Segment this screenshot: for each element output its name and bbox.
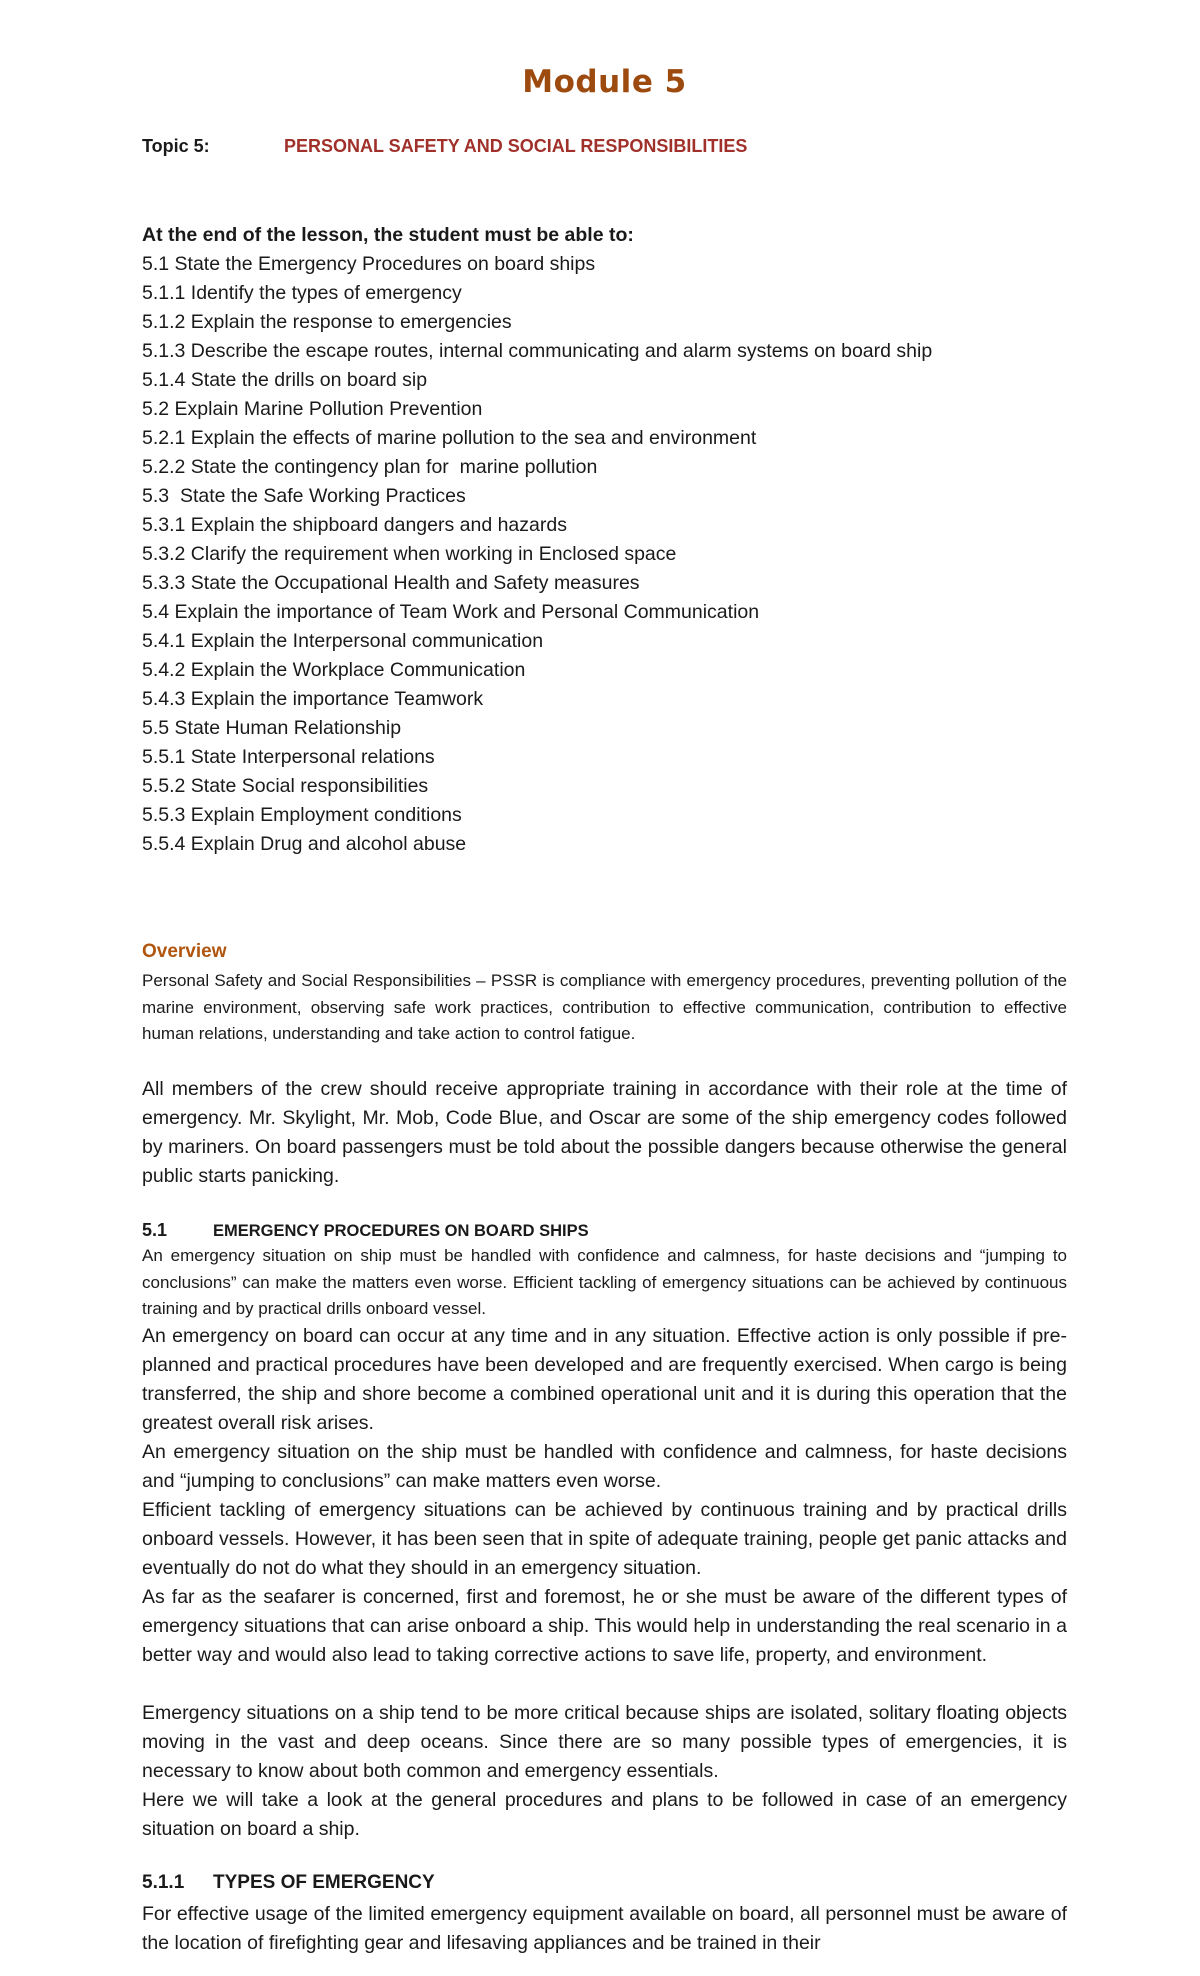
objective-item: 5.4.1 Explain the Interpersonal communication: [142, 630, 544, 652]
section-5-1-1-paragraph-1: For effective usage of the limited emergency equipment available on board, all personnel must be aware of the location of firefighting gear and lifesaving appliances and be trained in their: [142, 1903, 1067, 1954]
objective-item: 5.3 State the Safe Working Practices: [142, 485, 466, 507]
objectives-heading: At the end of the lesson, the student must be able to:: [142, 224, 634, 246]
section-5-1-paragraph-5: As far as the seafarer is concerned, first and foremost, he or she must be aware of the different types of emergency situations that can arise onboard a ship. This would help in understanding the real scenario in a better way and would also lead to taking corrective actions to save life, property, and environment.: [142, 1586, 1067, 1666]
objective-item: 5.1.1 Identify the types of emergency: [142, 282, 462, 304]
objective-item: 5.5.3 Explain Employment conditions: [142, 804, 462, 826]
objective-item: 5.1.2 Explain the response to emergencies: [142, 311, 512, 333]
document-title: Module 5: [522, 64, 687, 100]
section-heading-5-1: [142, 1220, 589, 1241]
section-number: 5.1.1: [142, 1872, 185, 1893]
overview-paragraph-2: All members of the crew should receive appropriate training in accordance with their role at the time of emergency. Mr. Skylight, Mr. Mob, Code Blue, and Oscar are some of the ship emergency codes followed by mariners. On board passengers must be told about the possible dangers because otherwise the general public starts panicking.: [142, 1078, 1067, 1187]
objective-item: 5.5.4 Explain Drug and alcohol abuse: [142, 833, 467, 855]
objective-item: 5.3.3 State the Occupational Health and Safety measures: [142, 572, 640, 594]
objective-item: 5.2.1 Explain the effects of marine pollution to the sea and environment: [142, 427, 757, 449]
topic-line: [142, 136, 747, 157]
objective-item: 5.4 Explain the importance of Team Work and Personal Communication: [142, 601, 760, 623]
section-5-1-paragraph-1: An emergency situation on ship must be handled with confidence and calmness, for haste decisions and “jumping to conclusions” can make the matters even worse. Efficient tackling of emergency situations can be achieved by continuous training and by practical drills onboard vessel.: [142, 1246, 1067, 1318]
section-5-1-paragraph-4: Efficient tackling of emergency situations can be achieved by continuous training and by practical drills onboard vessels. However, it has been seen that in spite of adequate training, people get panic attacks and eventually do not do what they should in an emergency situation.: [142, 1499, 1067, 1579]
learning-objectives: [142, 221, 1067, 859]
objective-item: 5.4.2 Explain the Workplace Communication: [142, 659, 526, 681]
overview-paragraph-1: Personal Safety and Social Responsibilities – PSSR is compliance with emergency procedures, preventing pollution of the marine environment, observing safe work practices, contribution to effective communication, contribution to effective human relations, understanding and take action to control fatigue.: [142, 971, 1067, 1043]
objective-item: 5.2.2 State the contingency plan for marine pollution: [142, 456, 598, 478]
section-5-1-paragraph-7: Here we will take a look at the general procedures and plans to be followed in case of an emergency situation on board a ship.: [142, 1789, 1067, 1840]
objective-item: 5.5 State Human Relationship: [142, 717, 402, 739]
topic-title: PERSONAL SAFETY AND SOCIAL RESPONSIBILITIES: [284, 136, 748, 156]
objective-item: 5.1.4 State the drills on board sip: [142, 369, 428, 391]
objective-item: 5.3.1 Explain the shipboard dangers and hazards: [142, 514, 567, 536]
section-5-1-paragraph-6: Emergency situations on a ship tend to be more critical because ships are isolated, solitary floating objects moving in the vast and deep oceans. Since there are so many possible types of emergencies, it is necessary to know about both common and emergency essentials.: [142, 1702, 1067, 1782]
section-5-1-paragraph-3: An emergency situation on the ship must be handled with confidence and calmness, for haste decisions and “jumping to conclusions” can make matters even worse.: [142, 1441, 1067, 1492]
objective-item: 5.2 Explain Marine Pollution Prevention: [142, 398, 483, 420]
section-title: TYPES OF EMERGENCY: [213, 1872, 435, 1893]
objective-item: 5.1.3 Describe the escape routes, internal communicating and alarm systems on board ship: [142, 340, 933, 362]
overview-heading: Overview: [142, 941, 227, 962]
objective-item: 5.3.2 Clarify the requirement when working in Enclosed space: [142, 543, 677, 565]
section-number: 5.1: [142, 1220, 168, 1240]
section-heading-5-1-1: [142, 1872, 435, 1894]
objective-item: 5.4.3 Explain the importance Teamwork: [142, 688, 484, 710]
objective-item: 5.1 State the Emergency Procedures on board ships: [142, 253, 596, 275]
objective-item: 5.5.1 State Interpersonal relations: [142, 746, 435, 768]
objective-item: 5.5.2 State Social responsibilities: [142, 775, 429, 797]
section-title: EMERGENCY PROCEDURES ON BOARD SHIPS: [213, 1222, 589, 1240]
section-5-1-paragraph-2: An emergency on board can occur at any time and in any situation. Effective action is only possible if pre-planned and practical procedures have been developed and are frequently exercised. When cargo is being transferred, the ship and shore become a combined operational unit and it is during this operation that the greatest overall risk arises.: [142, 1325, 1067, 1434]
topic-label: Topic 5:: [142, 136, 210, 156]
